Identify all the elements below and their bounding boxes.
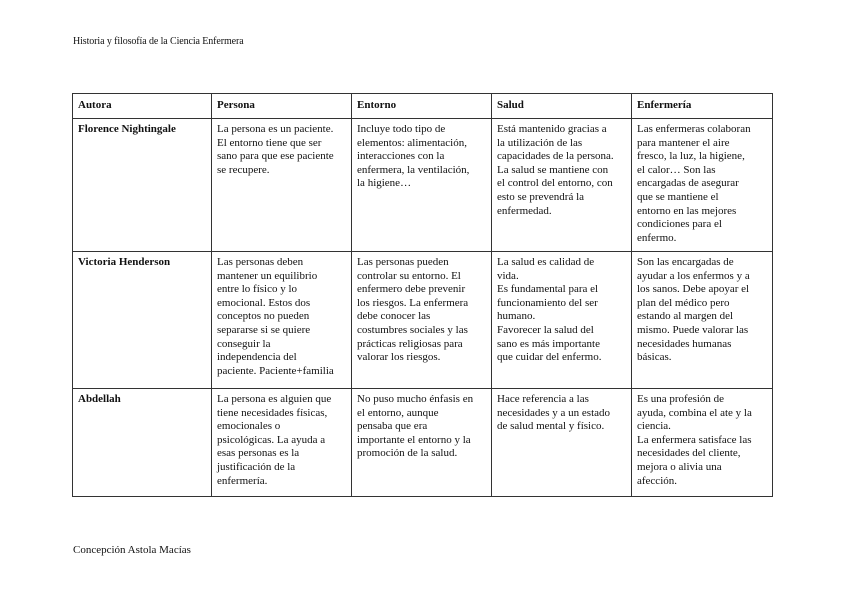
cell-text-line: Está mantenido gracias a xyxy=(497,123,607,135)
cell-text-line: Las personas pueden xyxy=(357,256,449,268)
cell-text-line: elementos: alimentación, xyxy=(357,136,467,149)
cell-text-line: los sanos. Debe apoyar el xyxy=(637,283,750,296)
cell-text-line: Las enfermeras colaboran xyxy=(637,123,751,135)
salud-cell xyxy=(492,389,632,497)
cell-text-line: sano es más importante xyxy=(497,337,600,350)
cell-text-line: tiene necesidades físicas, xyxy=(217,406,328,419)
cell-text-line: psicológicas. La ayuda a xyxy=(217,433,326,446)
table-row xyxy=(73,252,773,389)
cell-text-line: La persona es alguien que xyxy=(217,393,332,405)
cell-text-line: la higiene… xyxy=(357,177,412,190)
cell-text-line: enfermería. xyxy=(217,474,268,487)
cell-text-line: separarse si se quiere xyxy=(217,323,311,336)
cell-text-line: mejora o alivia una xyxy=(637,460,722,473)
cell-text-line: fresco, la luz, la higiene, xyxy=(637,150,745,163)
author-cell: Florence Nightingale xyxy=(73,119,212,252)
column-header-enfermeria: Enfermería xyxy=(632,94,773,119)
cell-text-line: necesidades y a un estado xyxy=(497,406,611,419)
cell-text-line: entorno en las mejores xyxy=(637,204,737,217)
cell-text-line: controlar su entorno. El xyxy=(357,269,461,282)
cell-text-line: mantener un equilibrio xyxy=(217,269,318,282)
author-cell: Victoria Henderson xyxy=(73,252,212,389)
cell-text-line: el entorno, aunque xyxy=(357,406,439,419)
cell-text-line: emocional. Estos dos xyxy=(217,296,311,309)
cell-text-line: paciente. Paciente+familia xyxy=(217,364,334,377)
column-header-entorno: Entorno xyxy=(352,94,492,119)
cell-text-line: pensaba que era xyxy=(357,420,428,433)
cell-text-line: esas personas es la xyxy=(217,447,300,460)
cell-text-line: justificación de la xyxy=(217,460,296,473)
cell-text-line: Son las encargadas de xyxy=(637,256,734,268)
cell-text-line: se recupere. xyxy=(217,163,270,176)
salud-cell xyxy=(492,252,632,389)
cell-text-line: necesidades humanas xyxy=(637,337,732,350)
cell-text-line: los riesgos. La enfermera xyxy=(357,296,469,309)
cell-text-line: enfermo. xyxy=(637,231,677,244)
cell-text-line: el control del entorno, con xyxy=(497,177,613,190)
cell-text-line: encargadas de asegurar xyxy=(637,177,739,190)
cell-text-line: costumbres sociales y las xyxy=(357,323,468,336)
cell-text-line: la utilización de las xyxy=(497,136,583,149)
cell-text-line: para mantener el aire xyxy=(637,136,730,149)
table-header-row xyxy=(73,94,773,119)
cell-text-line: Hace referencia a las xyxy=(497,393,589,405)
cell-text-line: vida. xyxy=(497,269,519,282)
enfermeria-cell xyxy=(632,119,773,252)
cell-text-line: plan del médico pero xyxy=(637,296,730,309)
cell-text-line: necesidades del cliente, xyxy=(637,447,741,460)
cell-text-line: La persona es un paciente. xyxy=(217,123,334,135)
cell-text-line: afección. xyxy=(637,474,677,487)
cell-text-line: ayuda, combina el ate y la xyxy=(637,406,752,419)
cell-text-line: enfermera, la ventilación, xyxy=(357,163,470,176)
cell-text-line: que cuidar del enfermo. xyxy=(497,351,602,364)
cell-text-line: ayudar a los enfermos y a xyxy=(637,269,750,282)
cell-text-line: Las personas deben xyxy=(217,256,304,268)
cell-text-line: enfermedad. xyxy=(497,204,552,217)
cell-text-line: conceptos no pueden xyxy=(217,310,310,323)
column-header-autora: Autora xyxy=(73,94,212,119)
cell-text-line: capacidades de la persona. xyxy=(497,150,614,163)
page-header-title: Historia y filosofía de la Ciencia Enfermera xyxy=(73,36,244,47)
cell-text-line: El entorno tiene que ser xyxy=(217,136,322,149)
cell-text-line: valorar los riesgos. xyxy=(357,351,441,364)
cell-text-line: emocionales o xyxy=(217,420,281,433)
cell-text-line: No puso mucho énfasis en xyxy=(357,393,474,405)
enfermeria-cell xyxy=(632,389,773,497)
cell-text-line: importante el entorno y la xyxy=(357,433,471,446)
cell-text-line: estando al margen del xyxy=(637,310,734,323)
entorno-cell xyxy=(352,119,492,252)
cell-text-line: básicas. xyxy=(637,351,672,364)
cell-text-line: ciencia. xyxy=(637,420,671,433)
page-footer-author: Concepción Astola Macías xyxy=(73,544,191,556)
persona-cell xyxy=(212,119,352,252)
cell-text-line: de salud mental y físico. xyxy=(497,420,605,433)
enfermeria-cell xyxy=(632,252,773,389)
column-header-salud: Salud xyxy=(492,94,632,119)
comparison-table xyxy=(72,93,773,497)
cell-text-line: esto se prevendrá la xyxy=(497,190,585,203)
cell-text-line: La enfermera satisface las xyxy=(637,433,752,446)
entorno-cell xyxy=(352,252,492,389)
cell-text-line: conseguir la xyxy=(217,337,271,350)
cell-text-line: Incluye todo tipo de xyxy=(357,123,446,135)
cell-text-line: humano. xyxy=(497,310,536,323)
cell-text-line: La salud es calidad de xyxy=(497,256,595,268)
cell-text-line: interacciones con la xyxy=(357,150,445,163)
entorno-cell xyxy=(352,389,492,497)
cell-text-line: el calor… Son las xyxy=(637,163,716,176)
table-row xyxy=(73,389,773,497)
cell-text-line: La salud se mantiene con xyxy=(497,163,609,176)
cell-text-line: debe conocer las xyxy=(357,310,431,323)
cell-text-line: independencia del xyxy=(217,351,297,364)
cell-text-line: funcionamiento del ser xyxy=(497,296,598,309)
cell-text-line: Favorecer la salud del xyxy=(497,323,594,336)
persona-cell xyxy=(212,252,352,389)
persona-cell xyxy=(212,389,352,497)
salud-cell xyxy=(492,119,632,252)
author-cell: Abdellah xyxy=(73,389,212,497)
column-header-persona: Persona xyxy=(212,94,352,119)
cell-text-line: Es una profesión de xyxy=(637,393,725,405)
cell-text-line: Es fundamental para el xyxy=(497,283,599,296)
cell-text-line: prácticas religiosas para xyxy=(357,337,463,350)
cell-text-line: promoción de la salud. xyxy=(357,447,458,460)
cell-text-line: mismo. Puede valorar las xyxy=(637,323,749,336)
table-row xyxy=(73,119,773,252)
cell-text-line: que se mantiene el xyxy=(637,190,719,203)
cell-text-line: sano para que ese paciente xyxy=(217,150,334,163)
cell-text-line: entre lo físico y lo xyxy=(217,283,298,296)
cell-text-line: condiciones para el xyxy=(637,218,722,231)
cell-text-line: enfermero debe prevenir xyxy=(357,283,466,296)
